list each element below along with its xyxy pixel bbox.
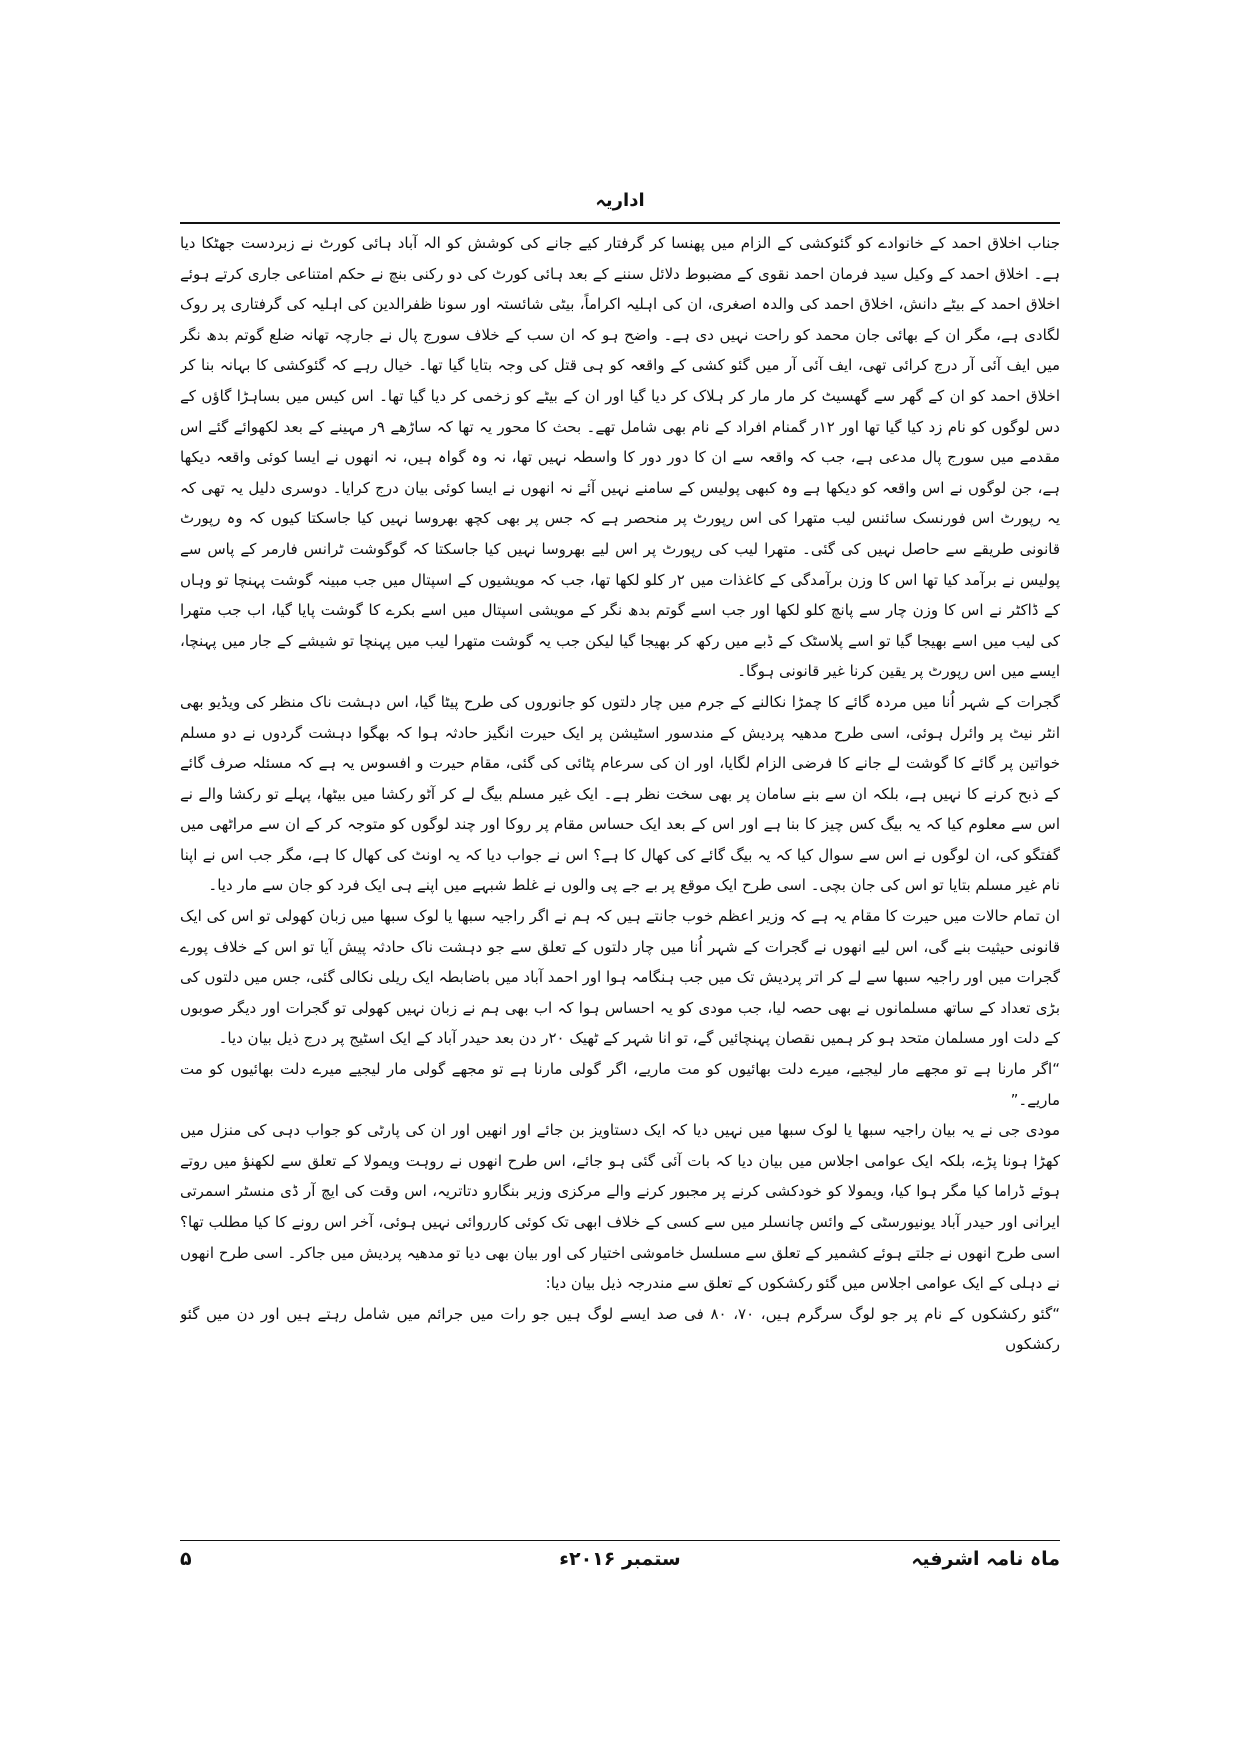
page-footer — [180, 1548, 1060, 1588]
paragraph: جناب اخلاق احمد کے خانوادے کو گئوکشی کے الزام میں پھنسا کر گرفتار کیے جانے کی کوشش کو الہ آباد ہائی کورٹ نے زبردست جھٹکا دیا ہے۔ اخلاق احمد کے وکیل سید فرمان احمد نقوی کے مضبوط دلائل سننے کے بعد ہائی کورٹ کی دو رکنی بنچ نے حکم امتناعی جاری کرتے ہوئے اخلاق احمد کے بیٹے دانش، اخلاق احمد کی والدہ اصغری، ان کی اہلیہ اکراماً، بیٹی شائستہ اور سونا ظفرالدین کی اہلیہ کی گرفتاری پر روک لگادی ہے، مگر ان کے بھائی جان محمد کو راحت نہیں دی ہے۔ واضح ہو کہ ان سب کے خلاف سورج پال نے جارچہ تھانہ ضلع گوتم بدھ نگر میں ایف آئی آر درج کرائی تھی، ایف آئی آر میں گئو کشی کے واقعہ کو ہی قتل کی وجہ بتایا گیا تھا۔ خیال رہے کہ گئوکشی کا بہانہ بنا کر اخلاق احمد کو ان کے گھر سے گھسیٹ کر مار مار کر ہلاک کر دیا گیا اور ان کے بیٹے کو زخمی کر دیا گیا تھا۔ اس کیس میں بساہڑا گاؤں کے دس لوگوں کو نام زد کیا گیا تھا اور ۱۲ر گمنام افراد کے نام بھی شامل تھے۔ بحث کا محور یہ تھا کہ ساڑھے ۹ر مہینے کے بعد لکھوائے گئے اس مقدمے میں سورج پال مدعی ہے، جب کہ واقعہ سے ان کا دور دور کا واسطہ نہیں تھا، نہ وہ گواہ ہیں، نہ انھوں نے ایسا کوئی واقعہ دیکھا ہے، جن لوگوں نے اس واقعہ کو دیکھا ہے وہ کبھی پولیس کے سامنے نہیں آئے نہ انھوں نے ایسا کوئی بیان درج کرایا۔ دوسری دلیل یہ تھی کہ یہ رپورٹ اس فورنسک سائنس لیب متھرا کی اس رپورٹ پر منحصر ہے کہ جس پر بھی کچھ بھروسا نہیں کیا جاسکتا کیوں کہ وہ رپورٹ قانونی طریقے سے حاصل نہیں کی گئی۔ متھرا لیب کی رپورٹ پر اس لیے بھروسا نہیں کیا جاسکتا کہ گوگوشت ٹرانس فارمر کے پاس سے پولیس نے برآمد کیا تھا اس کا وزن برآمدگی کے کاغذات میں ۲ر کلو لکھا تھا، جب کہ مویشیوں کے اسپتال میں جب مبینہ گوشت پہنچا تو وہاں کے ڈاکٹر نے اس کا وزن چار سے پانچ کلو لکھا اور جب اسے گوتم بدھ نگر کے مویشی اسپتال میں اسے بکرے کا گوشت پایا گیا، اب جب متھرا کی لیب میں اسے بھیجا گیا تو اسے پلاسٹک کے ڈبے میں رکھ کر بھیجا گیا لیکن جب یہ گوشت متھرا لیب میں پہنچا تو شیشے کے جار میں پہنچا، ایسے میں اس رپورٹ پر یقین کرنا غیر قانونی ہوگا۔ — [180, 234, 1060, 681]
page-title: اداریہ — [595, 190, 645, 211]
magazine-name: ماہ نامہ اشرفیہ — [911, 1548, 1060, 1570]
quote-paragraph: “گئو رکشکوں کے نام پر جو لوگ سرگرم ہیں، ۷۰، ۸۰ فی صد ایسے لوگ ہیں جو رات میں جرائم میں شامل رہتے ہیں اور دن میں گئو رکشکوں — [180, 1304, 1060, 1354]
paragraph: ان تمام حالات میں حیرت کا مقام یہ ہے کہ وزیر اعظم خوب جانتے ہیں کہ ہم نے اگر راجیہ سبھا یا لوک سبھا میں زبان کھولی تو اس کی ایک قانونی حیثیت بنے گی، اس لیے انھوں نے گجرات کے شہر اُنا میں چار دلتوں کے تعلق سے جو دہشت ناک حادثہ پیش آیا تو اس کے خلاف پورے گجرات میں اور راجیہ سبھا سے لے کر اتر پردیش تک میں جب ہنگامہ ہوا اور احمد آباد میں باضابطہ ایک ریلی نکالی گئی، جس میں دلتوں کی بڑی تعداد کے ساتھ مسلمانوں نے بھی حصہ لیا، جب مودی کو یہ احساس ہوا کہ اب بھی ہم نے زبان نہیں کھولی تو گجرات اور دیگر صوبوں کے دلت اور مسلمان متحد ہو کر ہمیں نقصان پہنچائیں گے، تو انا شہر کے ٹھیک ۲۰ر دن بعد حیدر آباد کے ایک اسٹیج پر درج ذیل بیان دیا۔ — [180, 907, 1060, 1048]
paragraph: گجرات کے شہر اُنا میں مردہ گائے کا چمڑا نکالنے کے جرم میں چار دلتوں کو جانوروں کی طرح پیٹا گیا، اس دہشت ناک منظر کی ویڈیو بھی انٹر نیٹ پر وائرل ہوئی، اسی طرح مدھیہ پردیش کے مندسور اسٹیشن پر ایک حیرت انگیز حادثہ ہوا کہ بھگوا دہشت گردوں نے دو مسلم خواتین پر گائے کا گوشت لے جانے کا فرضی الزام لگایا، اور ان کی سرعام پٹائی کی گئی، مقام حیرت و افسوس یہ ہے کہ مسئلہ صرف گائے کے ذبح کرنے کا نہیں ہے، بلکہ ان سے بنے سامان پر بھی سخت نظر ہے۔ ایک غیر مسلم بیگ لے کر آٹو رکشا میں بیٹھا، پہلے تو رکشا والے نے اس سے معلوم کیا کہ یہ بیگ کس چیز کا بنا ہے اور اس کے بعد ایک حساس مقام پر روکا اور چند لوگوں کو متوجہ کر کے ان سے مراٹھی میں گفتگو کی، ان لوگوں نے اس سے سوال کیا کہ یہ بیگ گائے کی کھال کا ہے؟ اس نے جواب دیا کہ یہ اونٹ کی کھال کا ہے، مگر جب اس نے اپنا نام غیر مسلم بتایا تو اس کی جان بچی۔ اسی طرح ایک موقع پر بے جے پی والوں نے غلط شبہے میں اپنے ہی ایک فرد کو جان سے مار دیا۔ — [180, 692, 1060, 895]
footer-divider — [180, 1540, 1060, 1541]
page-number: ۵ — [180, 1548, 192, 1570]
quote-paragraph: “اگر مارنا ہے تو مجھے مار لیجیے، میرے دلت بھائیوں کو مت ماریے، اگر گولی مارنا ہے تو مجھے گولی مار لیجیے میرے دلت بھائیوں کو مت ماریے۔” — [180, 1060, 1060, 1109]
issue-date: ستمبر ۲۰۱۶ء — [559, 1548, 681, 1570]
article-body — [180, 228, 1060, 1534]
paragraph: مودی جی نے یہ بیان راجیہ سبھا یا لوک سبھا میں نہیں دیا کہ ایک دستاویز بن جائے اور انھیں اور ان کی پارٹی کو جواب دہی کی منزل میں کھڑا ہونا پڑے، بلکہ ایک عوامی اجلاس میں بیان دیا کہ بات آئی گئی ہو جائے، اس طرح انھوں نے روہت ویمولا کے تعلق سے لکھنؤ میں روتے ہوئے ڈراما کیا مگر ہوا کیا، ویمولا کو خودکشی کرنے پر مجبور کرنے والے مرکزی وزیر بنگارو دتاتریہ، اس وقت کی ایچ آر ڈی منسٹر اسمرتی ایرانی اور حیدر آباد یونیورسٹی کے وائس چانسلر میں سے کسی کے خلاف ابھی تک کوئی کارروائی نہیں ہوئی، آخر اس رونے کا کیا مطلب تھا؟ اسی طرح انھوں نے جلتے ہوئے کشمیر کے تعلق سے مسلسل خاموشی اختیار کی اور بیان بھی دیا تو مدھیہ پردیش میں جاکر۔ اسی طرح انھوں نے دہلی کے ایک عوامی اجلاس میں گئو رکشکوں کے تعلق سے مندرجہ ذیل بیان دیا: — [180, 1121, 1060, 1293]
header-divider — [180, 222, 1060, 224]
